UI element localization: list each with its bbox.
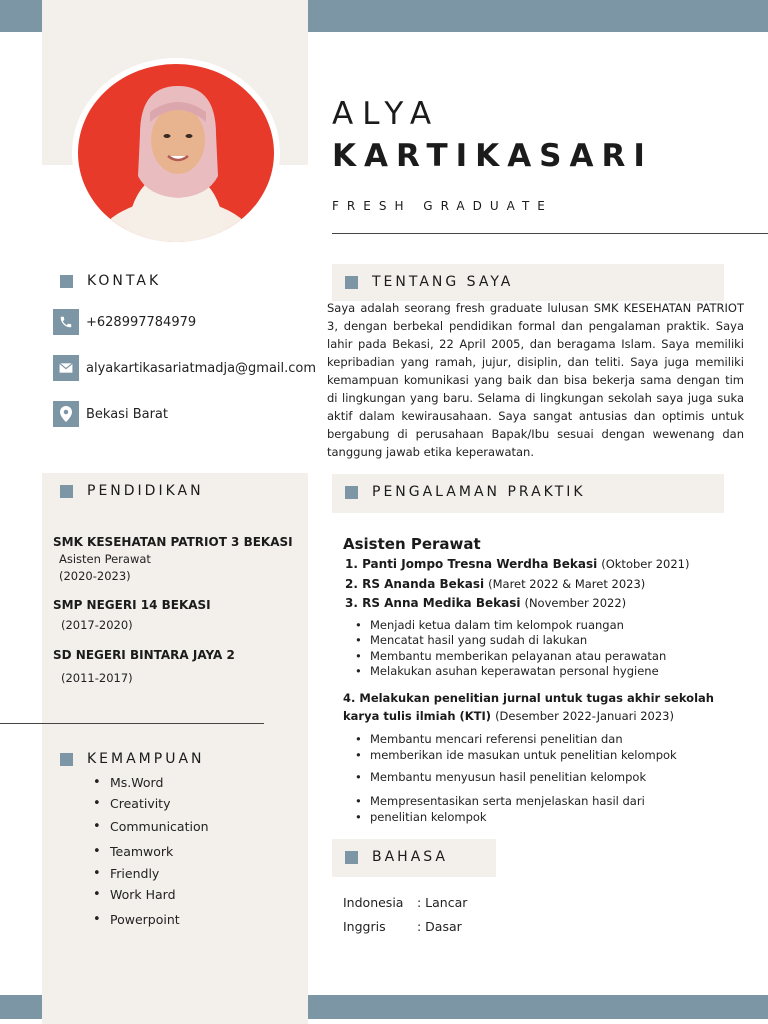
top-right-bar bbox=[308, 0, 768, 32]
first-name: ALYA bbox=[332, 96, 441, 132]
header-divider bbox=[332, 233, 768, 234]
heading-marker bbox=[345, 486, 358, 499]
language-heading-label: BAHASA bbox=[372, 849, 449, 865]
about-text: Saya adalah seorang fresh graduate lulusan SMK KESEHATAN PATRIOT 3, dengan berbekal pendidikan formal dan pengalaman praktik. Saya lahir pada Bekasi, 22 April 2005, dan beragama Islam. Saya memiliki kepribadian yang ramah, jujur, disiplin, dan teliti. Saya juga memiliki kemampuan komunikasi yang baik dan bisa bekerja sama dengan tim di lingkungan yang baru. Selama di lingkungan sekolah saya juga suka aktif dalam kewirausahaan. Saya sangat antusias dan optimis untuk bergabung di perusahaan Bapak/Ibu sesuai dengan wewenang dan tanggung jawab etika keperawatan. bbox=[327, 301, 744, 459]
research-title: 4. Melakukan penelitian jurnal untuk tugas akhir sekolah bbox=[343, 691, 714, 705]
education-school: SMK KESEHATAN PATRIOT 3 BEKASI bbox=[53, 535, 293, 549]
skill-item: • Creativity bbox=[95, 796, 171, 811]
about-heading bbox=[345, 274, 513, 290]
heading-marker bbox=[60, 275, 73, 288]
experience-place: 1. Panti Jompo Tresna Werdha Bekasi (Oktober 2021) bbox=[345, 557, 690, 571]
skill-item: • Ms.Word bbox=[95, 775, 163, 790]
skill-item: • Communication bbox=[95, 819, 209, 834]
skills-heading bbox=[60, 751, 205, 767]
heading-marker bbox=[345, 851, 358, 864]
contact-location[interactable] bbox=[53, 401, 168, 427]
skill-item: • Powerpoint bbox=[95, 912, 180, 927]
last-name: KARTIKASARI bbox=[332, 138, 653, 174]
experience-heading bbox=[345, 484, 586, 500]
profile-photo bbox=[72, 58, 280, 248]
research-task: • Mempresentasikan serta menjelaskan hasil dari bbox=[370, 794, 645, 808]
top-left-bar bbox=[0, 0, 42, 32]
contact-heading bbox=[60, 273, 161, 289]
profile-photo-background bbox=[78, 64, 274, 242]
education-divider bbox=[0, 723, 264, 724]
heading-marker bbox=[60, 485, 73, 498]
heading-marker bbox=[60, 753, 73, 766]
language-name: Indonesia bbox=[343, 895, 404, 910]
education-school: SD NEGERI BINTARA JAYA 2 bbox=[53, 648, 235, 662]
language-item bbox=[343, 895, 468, 910]
education-school: SMP NEGERI 14 BEKASI bbox=[53, 598, 211, 612]
education-years: (2017-2020) bbox=[61, 618, 133, 632]
job-title: FRESH GRADUATE bbox=[332, 199, 553, 213]
education-years: (2020-2023) bbox=[59, 569, 131, 583]
phone-icon bbox=[53, 309, 79, 335]
duty-item: • Menjadi ketua dalam tim kelompok ruangan bbox=[370, 618, 624, 632]
language-item bbox=[343, 919, 462, 934]
language-level: : Dasar bbox=[417, 919, 462, 934]
skills-heading-label: KEMAMPUAN bbox=[87, 751, 205, 767]
education-major: Asisten Perawat bbox=[59, 552, 151, 566]
research-task-cont: • memberikan ide masukan untuk penelitian kelompok bbox=[370, 748, 677, 762]
research-title-cont: karya tulis ilmiah (KTI) (Desember 2022-Januari 2023) bbox=[343, 709, 674, 723]
language-level: : Lancar bbox=[417, 895, 468, 910]
person-portrait-icon bbox=[78, 64, 274, 242]
language-name: Inggris bbox=[343, 919, 386, 934]
bottom-right-bar bbox=[308, 995, 768, 1019]
skill-item: • Friendly bbox=[95, 866, 159, 881]
contact-email[interactable] bbox=[53, 355, 316, 381]
skill-item: • Teamwork bbox=[95, 844, 173, 859]
email-address: alyakartikasariatmadja@gmail.com bbox=[86, 360, 317, 376]
heading-marker bbox=[345, 276, 358, 289]
bottom-left-bar bbox=[0, 995, 42, 1019]
location-text: Bekasi Barat bbox=[86, 406, 168, 422]
education-heading bbox=[60, 483, 204, 499]
research-task-cont: • penelitian kelompok bbox=[370, 810, 487, 824]
contact-phone[interactable] bbox=[53, 309, 196, 335]
contact-heading-label: KONTAK bbox=[87, 273, 162, 289]
about-heading-label: TENTANG SAYA bbox=[372, 274, 514, 290]
language-heading bbox=[345, 849, 448, 865]
experience-place: 3. RS Anna Medika Bekasi (November 2022) bbox=[345, 596, 627, 610]
experience-role: Asisten Perawat bbox=[343, 535, 481, 553]
education-years: (2011-2017) bbox=[61, 671, 133, 685]
duty-item: • Melakukan asuhan keperawatan personal hygiene bbox=[370, 664, 659, 678]
research-task: • Membantu menyusun hasil penelitian kelompok bbox=[370, 770, 646, 784]
research-task: • Membantu mencari referensi penelitian dan bbox=[370, 732, 623, 746]
duty-item: • Mencatat hasil yang sudah di lakukan bbox=[370, 633, 587, 647]
skill-item: • Work Hard bbox=[95, 887, 176, 902]
phone-number: +628997784979 bbox=[86, 314, 197, 330]
duty-item: • Membantu memberikan pelayanan atau perawatan bbox=[370, 649, 666, 663]
experience-place: 2. RS Ananda Bekasi (Maret 2022 & Maret 2023) bbox=[345, 577, 646, 591]
mail-icon bbox=[53, 355, 79, 381]
education-heading-label: PENDIDIKAN bbox=[87, 483, 204, 499]
location-pin-icon bbox=[53, 401, 79, 427]
experience-heading-label: PENGALAMAN PRAKTIK bbox=[372, 484, 586, 500]
